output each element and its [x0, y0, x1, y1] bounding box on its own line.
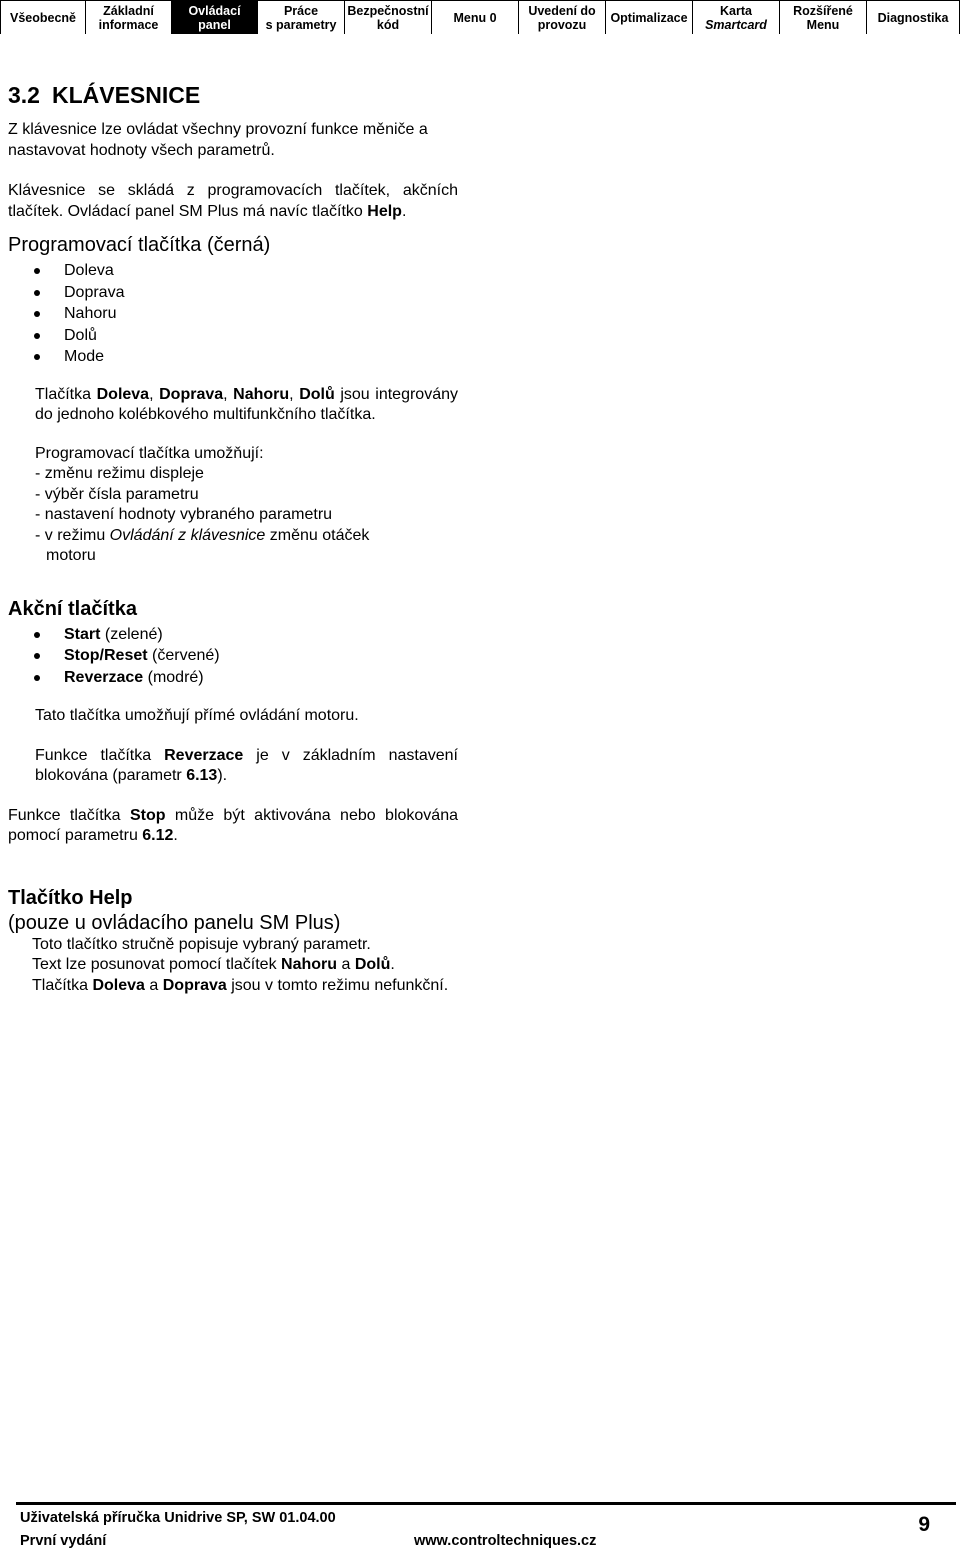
tab-label: Menu — [806, 17, 840, 32]
text: Tlačítka — [35, 385, 97, 403]
tab-label: Smartcard — [705, 17, 767, 32]
keyword-help: Help — [367, 202, 402, 220]
list-item — [8, 346, 458, 368]
function-item: - výběr čísla parametru — [35, 485, 199, 503]
list-item — [8, 624, 458, 646]
footer-edition: První vydání — [20, 1533, 107, 1549]
tab-label: s parametry — [265, 17, 337, 32]
tab-label: panel — [198, 17, 231, 32]
section-number: 3.2 — [8, 82, 40, 108]
text: , — [289, 385, 300, 403]
text: Funkce tlačítka — [35, 746, 165, 764]
tab-label: Ovládací — [188, 3, 241, 18]
function-item — [35, 526, 458, 547]
function-item: - změnu režimu displeje — [35, 465, 204, 482]
help-heading: Tlačítko Help — [8, 886, 133, 909]
text: Text lze posunovat pomocí tlačítek — [32, 956, 282, 973]
tab-label: Rozšířené — [793, 3, 853, 18]
action-paragraph-2 — [8, 746, 458, 787]
parameter-ref: 6.13 — [186, 767, 218, 784]
text: jsou v tomto režimu nefunkční. — [226, 976, 449, 994]
list-item-color: (zelené) — [100, 625, 163, 643]
list-item-label: Stop/Reset — [64, 647, 148, 664]
programming-button-list — [8, 260, 458, 368]
help-subheading: (pouze u ovládacího panelu SM Plus) — [8, 911, 341, 934]
list-item — [8, 645, 458, 667]
tab-optimalizace[interactable] — [606, 1, 693, 34]
tab-label: Práce — [283, 3, 319, 18]
help-description — [8, 935, 458, 997]
keyword: Dolů — [299, 385, 335, 403]
tab-rozsirene-menu[interactable] — [780, 1, 867, 34]
keyword: Doleva — [96, 385, 150, 403]
section-title: KLÁVESNICE — [51, 82, 201, 108]
keyword: Nahoru — [281, 956, 338, 973]
text: ). — [217, 767, 228, 784]
list-item-label: Doprava — [64, 283, 125, 301]
keyword: Doleva — [92, 976, 145, 994]
list-item — [8, 325, 458, 347]
keyword: Reverzace — [164, 746, 244, 764]
tab-label: Všeobecně — [9, 10, 76, 25]
help-line: Toto tlačítko stručně popisuje vybraný parametr. — [32, 935, 371, 953]
text: je v základním nastavení blokována (parametr — [35, 746, 458, 784]
tab-menu-0[interactable] — [432, 1, 519, 34]
list-item-label: Doleva — [64, 262, 114, 279]
tab-label: Optimalizace — [610, 10, 688, 25]
parameter-ref: 6.12 — [142, 827, 174, 844]
list-item-label: Start — [64, 625, 101, 643]
programming-functions — [8, 444, 458, 567]
tab-ovladaci-panel[interactable] — [172, 1, 258, 34]
text: , — [149, 385, 160, 403]
text: . — [401, 202, 407, 220]
function-item: - nastavení hodnoty vybraného parametru — [35, 506, 333, 523]
footer-url[interactable]: www.controltechniques.cz — [414, 1533, 597, 1549]
keyword: Doprava — [162, 976, 227, 994]
tab-bezpecnostni-kod[interactable] — [345, 1, 432, 34]
action-paragraph-3 — [8, 806, 458, 847]
action-button-list — [8, 624, 458, 689]
heading-bold: Programovací tlačítka — [8, 234, 202, 256]
tab-diagnostika[interactable] — [867, 1, 960, 34]
tab-vseobecne[interactable] — [0, 1, 86, 34]
tab-label: kód — [376, 17, 400, 32]
text: a — [337, 956, 355, 973]
list-item-color: (modré) — [143, 668, 204, 686]
text: Tlačítka — [32, 976, 93, 994]
list-item — [8, 260, 458, 282]
tab-prace-s-parametry[interactable] — [258, 1, 345, 34]
list-item-color: (červené) — [147, 647, 220, 664]
programming-note — [8, 385, 458, 426]
keyword: Dolů — [354, 956, 391, 973]
list-item-label: Nahoru — [64, 305, 117, 322]
tab-label: informace — [98, 17, 159, 32]
tab-label: Menu 0 — [453, 10, 497, 25]
keyword: Doprava — [159, 385, 224, 403]
intro-paragraph: Z klávesnice lze ovládat všechny provozní funkce měniče a nastavovat hodnoty všech parametrů. — [8, 121, 428, 159]
list-item — [8, 667, 458, 689]
tab-label: Bezpečnostní — [347, 3, 429, 18]
page-number: 9 — [918, 1513, 930, 1536]
function-item-continuation: motoru — [46, 547, 96, 564]
section-heading — [8, 80, 458, 110]
help-line — [32, 955, 458, 976]
top-navigation — [0, 0, 960, 34]
action-heading: Akční tlačítka — [8, 597, 137, 620]
text: může být aktivována nebo blokována pomocí parametru — [8, 806, 458, 844]
list-item — [8, 303, 458, 325]
list-item-label: Reverzace — [64, 668, 144, 686]
intro-paragraph-2 — [8, 181, 458, 222]
text: , — [223, 385, 234, 403]
action-paragraph: Tato tlačítka umožňují přímé ovládání motoru. — [35, 707, 359, 724]
page-content — [8, 80, 458, 996]
footer-title: Uživatelská příručka Unidrive SP, SW 01.04.00 — [20, 1510, 336, 1526]
tab-label: Karta — [720, 3, 752, 18]
text: Klávesnice se skládá z programovacích tlačítek, akčních tlačítek. Ovládací panel SM Plus má navíc tlačítko — [8, 182, 458, 220]
tab-label: Diagnostika — [877, 10, 949, 25]
keyword: Nahoru — [233, 385, 290, 403]
text: změnu otáček — [265, 526, 370, 544]
tab-label: provozu — [537, 17, 587, 32]
text: . — [173, 827, 178, 844]
list-item — [8, 282, 458, 304]
tab-karta-smartcard[interactable] — [693, 1, 780, 34]
italic-term: Ovládání z klávesnice — [109, 526, 266, 544]
list-item-label: Mode — [64, 348, 105, 365]
footer-rule — [16, 1502, 956, 1505]
help-line — [32, 976, 458, 997]
text: jsou integrovány do jednoho kolébkového multifunkčního tlačítka. — [35, 385, 458, 423]
heading-rest: (černá) — [201, 234, 271, 256]
text: - v režimu — [35, 526, 110, 544]
text: . — [390, 956, 395, 973]
tab-uvedeni-do-provozu[interactable] — [519, 1, 606, 34]
programming-heading — [8, 232, 458, 258]
list-item-label: Dolů — [64, 326, 97, 344]
keyword: Stop — [129, 806, 166, 824]
tab-label: Základní — [103, 3, 154, 18]
functions-title: Programovací tlačítka umožňují: — [35, 444, 264, 462]
tab-label: Uvedení do — [528, 3, 596, 18]
tab-zakladni-informace[interactable] — [86, 1, 172, 34]
text: a — [144, 976, 163, 994]
text: Funkce tlačítka — [8, 806, 130, 824]
